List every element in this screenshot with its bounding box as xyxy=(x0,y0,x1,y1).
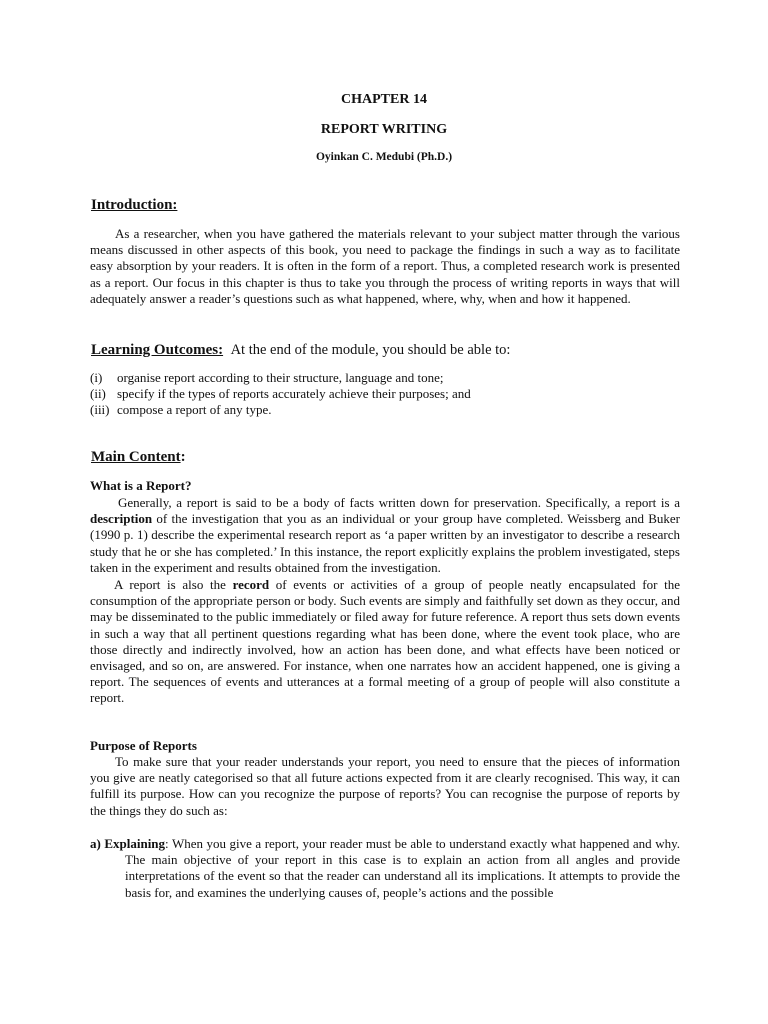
paragraph-text: of the investigation that you as an individual or your group have completed. Weissberg and Buker (1990 p. 1) describe the experimental research report as ‘a paper written by an investigator to describe a research study that he or she has completed.’ In this instance, the report explicitly explains the problem investigated, steps taken in the experiment and results obtained from the investigation. xyxy=(90,511,680,575)
keyword-description: description xyxy=(90,511,153,527)
purpose-of-reports-heading: Purpose of Reports xyxy=(90,738,197,753)
paragraph-text: A report is also the xyxy=(114,577,233,592)
learning-outcomes-list xyxy=(90,370,690,419)
main-content-heading-colon: : xyxy=(180,449,186,465)
chapter-number: CHAPTER 14 xyxy=(341,92,427,107)
explaining-text: : When you give a report, your reader must be able to understand exactly what happened and why. The main objective of your report in this case is to explain an action from all angles and provide interpretations of the event so that the reader can understand all its implications. It attempts to provide the basis for, and examines the underlying causes of, people’s actions and the possible xyxy=(125,836,680,900)
paragraph-text: Generally, a report is said to be a body of facts written down for preservation. Specifically, a report is a xyxy=(118,495,680,510)
list-item-text: organise report according to their structure, language and tone; xyxy=(117,370,444,385)
learning-outcomes-heading xyxy=(91,342,510,359)
learning-outcomes-heading-text: Learning Outcomes: xyxy=(91,342,224,358)
introduction-heading-text: Introduction: xyxy=(91,197,178,213)
author-name: Oyinkan C. Medubi (Ph.D.) xyxy=(315,151,453,163)
list-item-text: specify if the types of reports accurately achieve their purposes; and xyxy=(117,386,471,402)
list-item-number: (iii) xyxy=(90,402,110,418)
purpose-paragraph: To make sure that your reader understands your report, you need to ensure that the pieces of information you give are neatly categorised so that all future actions expected from it are clearly recognised. This way, it can fulfill its purpose. How can you recognize the purpose of reports? You can recognise the purpose of reports by the things they do such as: xyxy=(90,754,680,818)
list-item-text: compose a report of any type. xyxy=(117,402,272,418)
what-is-report-heading: What is a Report? xyxy=(90,478,192,493)
list-item xyxy=(90,370,690,386)
report-definition-paragraph xyxy=(90,495,680,576)
list-item-number: (i) xyxy=(90,370,103,385)
explaining-label: a) Explaining xyxy=(90,836,166,851)
introduction-paragraph: As a researcher, when you have gathered the materials relevant to your subject matter through the various means discussed in other aspects of this book, you need to package the findings in such a way as to facilitate easy absorption by your readers. It is often in the form of a report. Thus, a completed research work is presented as a report. Our focus in this chapter is thus to take you through the process of writing reports in ways that will adequately answer a reader’s questions such as what happened, where, why, when and how it happened. xyxy=(90,226,680,306)
list-item xyxy=(90,402,690,418)
main-content-heading xyxy=(91,449,186,466)
list-item-number: (ii) xyxy=(90,386,106,402)
report-record-paragraph xyxy=(90,577,680,707)
list-item xyxy=(90,386,690,402)
keyword-record: record xyxy=(232,577,270,592)
main-content-heading-text: Main Content xyxy=(91,449,181,465)
paragraph-text: of events or activities of a group of people neatly encapsulated for the consumption of the appropriate person or body. Such events are simply and faithfully set down as they occur, and may be disseminated to the public immediately or filed away for future reference. A report thus sets down events in such a way that all pertinent questions regarding what has been done, where the event took place, who are those directly and indirectly involved, how an action has been done, and what effects have been noticed or envisaged, and so on, are answered. For instance, when one narrates how an accident happened, one is giving a report. The sequences of events and utterances at a formal meeting of a group of people will also constitute a report. xyxy=(90,577,680,706)
chapter-title: REPORT WRITING xyxy=(320,122,448,137)
learning-outcomes-lead: At the end of the module, you should be able to: xyxy=(230,342,511,358)
introduction-heading xyxy=(91,197,177,214)
explaining-item xyxy=(90,836,680,901)
